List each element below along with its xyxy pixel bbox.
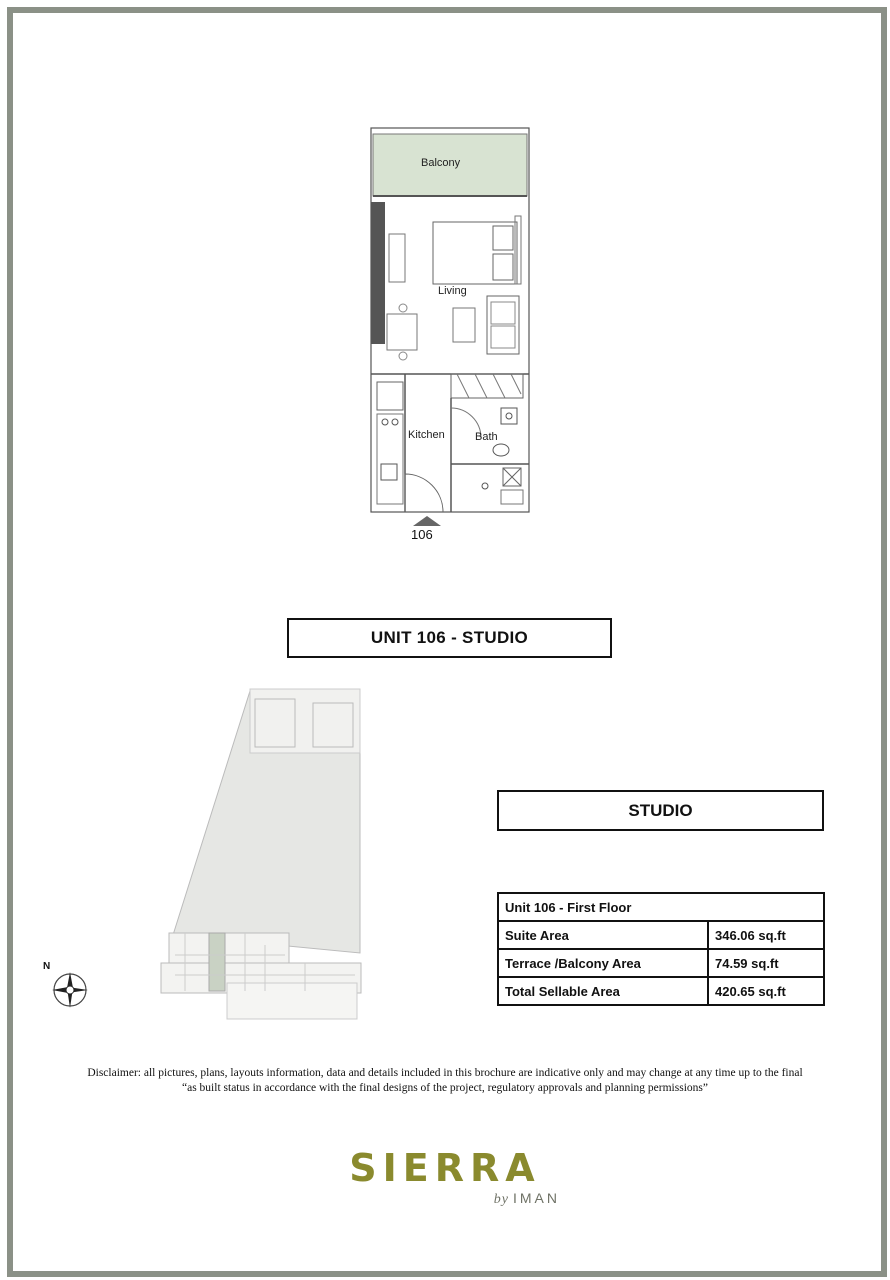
- table-row: [498, 949, 824, 977]
- area-table-header-row: [498, 893, 824, 921]
- area-value: 346.06 sq.ft: [708, 921, 824, 949]
- table-row: [498, 977, 824, 1005]
- compass-label: N: [43, 961, 51, 972]
- disclaimer: [40, 1066, 850, 1096]
- room-label-balcony: Balcony: [421, 157, 461, 169]
- room-label-bath: Bath: [475, 431, 498, 443]
- area-table: [497, 892, 825, 1006]
- unit-floor-plan: [365, 124, 535, 544]
- disclaimer-line-1: Disclaimer: all pictures, plans, layouts information, data and details included in this brochure are indicative only and may change at any time up to the final: [87, 1067, 803, 1079]
- site-key-plan: [155, 685, 370, 1025]
- unit-title: UNIT 106 - STUDIO: [287, 618, 612, 658]
- area-value: 74.59 sq.ft: [708, 949, 824, 977]
- area-label: Total Sellable Area: [498, 977, 708, 1005]
- table-row: [498, 921, 824, 949]
- disclaimer-line-2: “as built status in accordance with the final designs of the project, regulatory approvals and planning permissions”: [182, 1082, 708, 1094]
- logo-brand: IMAN: [513, 1190, 560, 1206]
- sierra-logo: [330, 1146, 560, 1216]
- logo-wordmark: SIERRA: [349, 1146, 541, 1190]
- room-label-kitchen: Kitchen: [408, 429, 445, 441]
- area-value: 420.65 sq.ft: [708, 977, 824, 1005]
- area-label: Terrace /Balcony Area: [498, 949, 708, 977]
- logo-by: by: [493, 1192, 509, 1207]
- area-table-header: Unit 106 - First Floor: [498, 893, 824, 921]
- entrance-unit-number: 106: [411, 527, 433, 542]
- logo-subtitle: [494, 1190, 560, 1208]
- room-label-living: Living: [438, 285, 467, 297]
- area-label: Suite Area: [498, 921, 708, 949]
- unit-type-box: STUDIO: [497, 790, 824, 831]
